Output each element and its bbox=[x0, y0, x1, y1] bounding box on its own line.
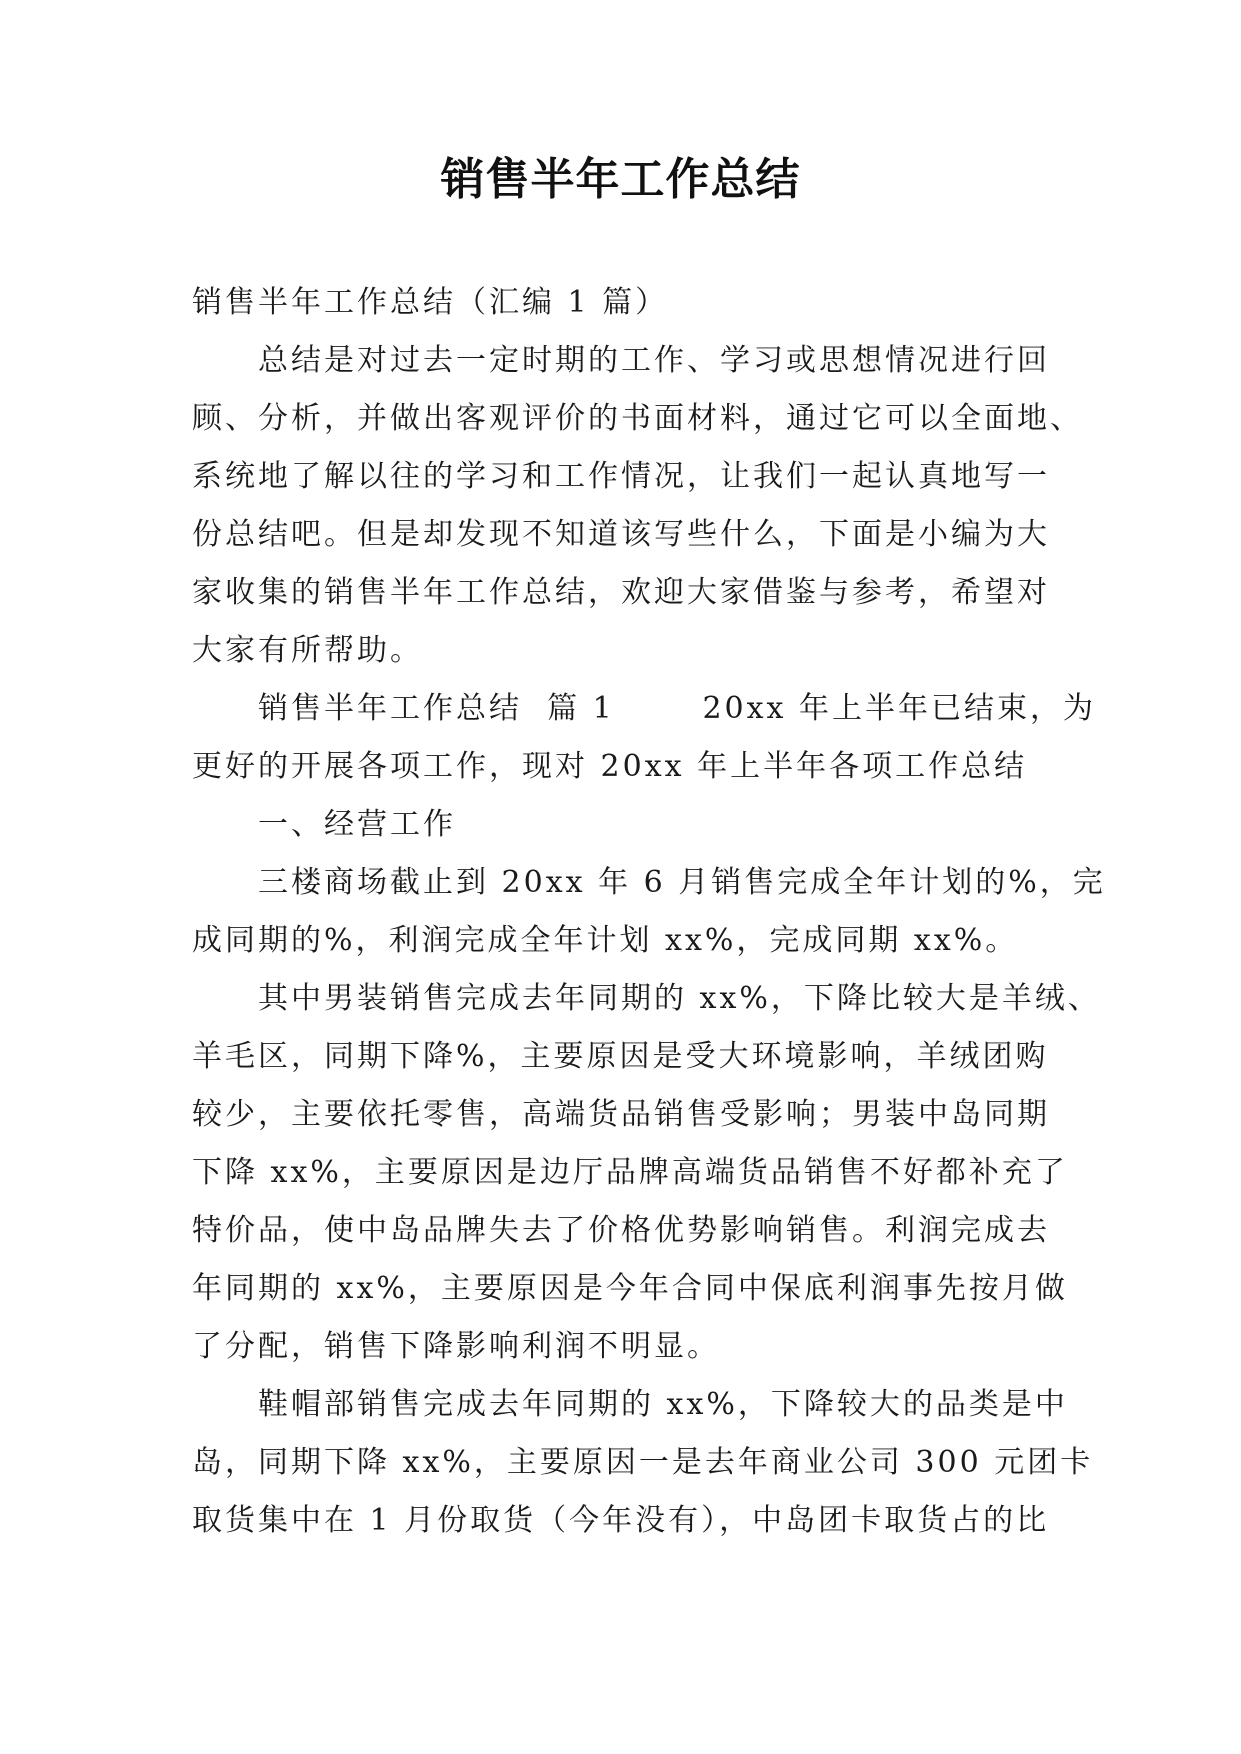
document-body bbox=[192, 274, 1106, 1550]
text-line: 一、经营工作 bbox=[258, 807, 456, 842]
text-line: 家收集的销售半年工作总结，欢迎大家借鉴与参考，希望对 bbox=[192, 575, 1050, 610]
text-line: 三楼商场截止到 20xx 年 6 月销售完成全年计划的%，完 bbox=[258, 865, 1106, 900]
page-title: 销售半年工作总结 bbox=[440, 154, 801, 205]
text-line: 成同期的%，利润完成全年计划 xx%，完成同期 xx%。 bbox=[192, 923, 1019, 958]
text-line: 更好的开展各项工作，现对 20xx 年上半年各项工作总结 bbox=[192, 749, 1028, 784]
text-line: 系统地了解以往的学习和工作情况，让我们一起认真地写一 bbox=[192, 459, 1050, 494]
text-line: 其中男装销售完成去年同期的 xx%，下降比较大是羊绒、 bbox=[258, 981, 1101, 1016]
text-line: 总结是对过去一定时期的工作、学习或思想情况进行回 bbox=[258, 343, 1050, 378]
text-line: 取货集中在 1 月份取货（今年没有），中岛团卡取货占的比 bbox=[192, 1503, 1050, 1538]
text-line: 年同期的 xx%，主要原因是今年合同中保底利润事先按月做 bbox=[192, 1271, 1068, 1306]
text-line: 较少，主要依托零售，高端货品销售受影响；男装中岛同期 bbox=[192, 1097, 1050, 1132]
text-line: 份总结吧。但是却发现不知道该写些什么，下面是小编为大 bbox=[192, 517, 1050, 552]
text-line: 羊毛区，同期下降%，主要原因是受大环境影响，羊绒团购 bbox=[192, 1039, 1049, 1074]
text-line: 特价品，使中岛品牌失去了价格优势影响销售。利润完成去 bbox=[192, 1213, 1050, 1248]
text-line: 顾、分析，并做出客观评价的书面材料，通过它可以全面地、 bbox=[192, 401, 1083, 436]
text-line: 销售半年工作总结 篇 1 20xx 年上半年已结束，为 bbox=[258, 691, 1096, 726]
text-line: 销售半年工作总结（汇编 1 篇） bbox=[192, 285, 669, 320]
text-line: 了分配，销售下降影响利润不明显。 bbox=[192, 1329, 720, 1364]
text-line: 下降 xx%，主要原因是边厅品牌高端货品销售不好都补充了 bbox=[192, 1155, 1068, 1190]
text-line: 鞋帽部销售完成去年同期的 xx%，下降较大的品类是中 bbox=[258, 1387, 1068, 1422]
text-line: 岛，同期下降 xx%，主要原因一是去年商业公司 300 元团卡 bbox=[192, 1445, 1094, 1480]
text-line: 大家有所帮助。 bbox=[192, 633, 423, 668]
